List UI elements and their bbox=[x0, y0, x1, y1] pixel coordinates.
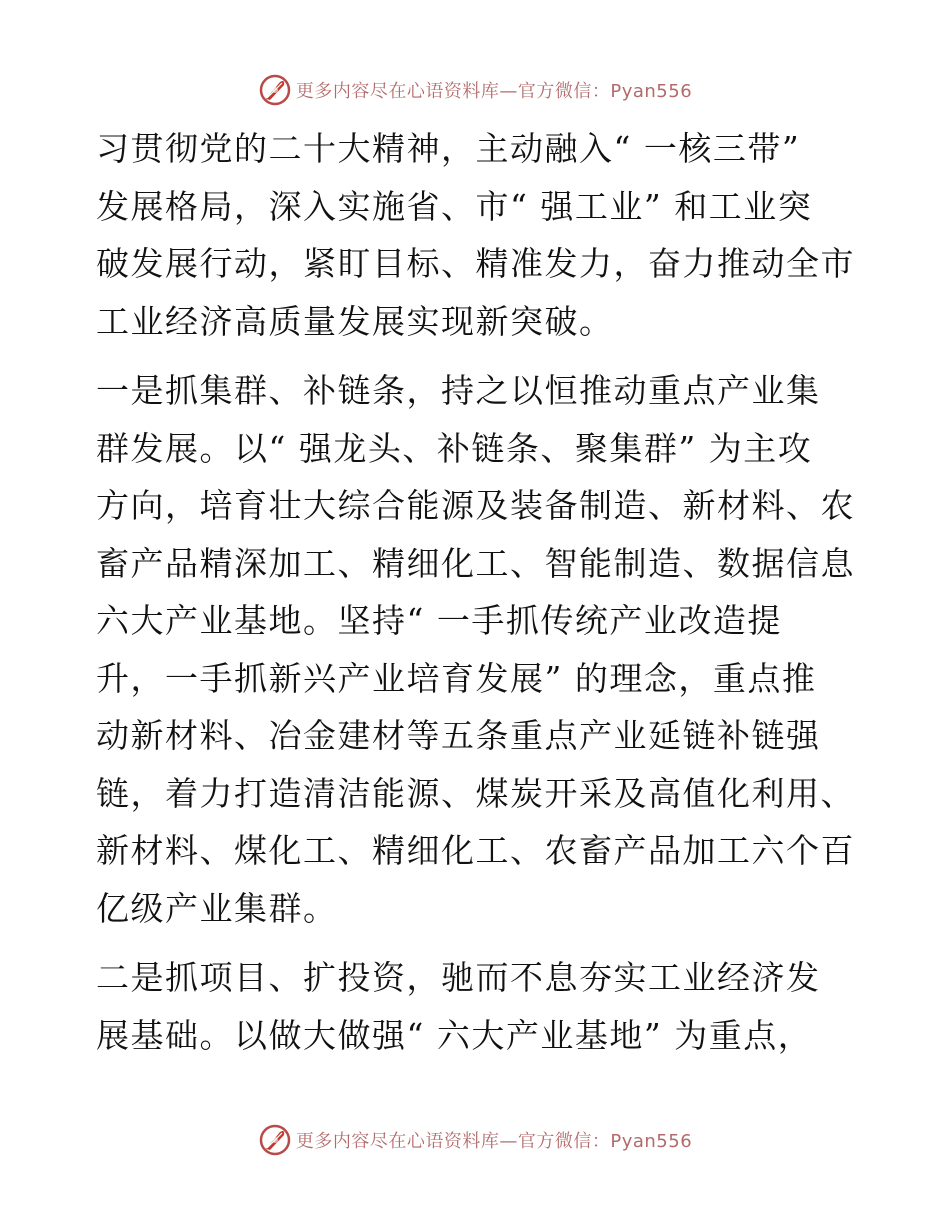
paragraph bbox=[96, 120, 856, 350]
text-line: 发展格局，深入实施省、市“ 强工业” 和工业突 bbox=[96, 186, 813, 226]
text-line: 工业经济高质量发展实现新突破。 bbox=[96, 301, 614, 341]
text-line: 升，一手抓新兴产业培育发展” 的理念，重点推 bbox=[96, 658, 817, 698]
text-line: 动新材料、冶金建材等五条重点产业延链补链强 bbox=[96, 716, 821, 755]
paragraph bbox=[96, 362, 856, 937]
text-line: 二是抓项目、扩投资，驰而不息夯实工业经济发 bbox=[96, 958, 821, 997]
text-line: 一是抓集群、补链条，持之以恒推动重点产业集 bbox=[96, 371, 821, 410]
watermark-text: 更多内容尽在心语资料库—官方微信：Pyan556 bbox=[295, 1131, 693, 1152]
text-line: 习贯彻党的二十大精神，主动融入“ 一核三带” bbox=[96, 129, 801, 168]
text-line: 方向，培育壮大综合能源及装备制造、新材料、农 bbox=[96, 486, 855, 525]
text-line: 破发展行动，紧盯目标、精准发力，奋力推动全市 bbox=[96, 244, 855, 283]
document-body bbox=[96, 120, 856, 1076]
quill-pen-logo-icon bbox=[258, 1123, 292, 1157]
text-line: 六大产业基地。坚持“ 一手抓传统产业改造提 bbox=[96, 601, 782, 640]
watermark-text: 更多内容尽在心语资料库—官方微信：Pyan556 bbox=[295, 81, 693, 102]
text-line: 展基础。以做大做强“ 六大产业基地” 为重点， bbox=[96, 1015, 813, 1055]
paragraph bbox=[96, 949, 856, 1064]
text-line: 畜产品精深加工、精细化工、智能制造、数据信息 bbox=[96, 543, 855, 583]
header-watermark-banner bbox=[0, 70, 950, 110]
text-line: 群发展。以“ 强龙头、补链条、聚集群” 为主攻 bbox=[96, 428, 813, 468]
text-line: 新材料、煤化工、精细化工、农畜产品加工六个百 bbox=[96, 831, 855, 870]
text-line: 亿级产业集群。 bbox=[96, 888, 338, 928]
footer-watermark-banner bbox=[0, 1120, 950, 1160]
quill-pen-logo-icon bbox=[258, 73, 292, 107]
text-line: 链，着力打造清洁能源、煤炭开采及高值化利用、 bbox=[96, 773, 855, 813]
